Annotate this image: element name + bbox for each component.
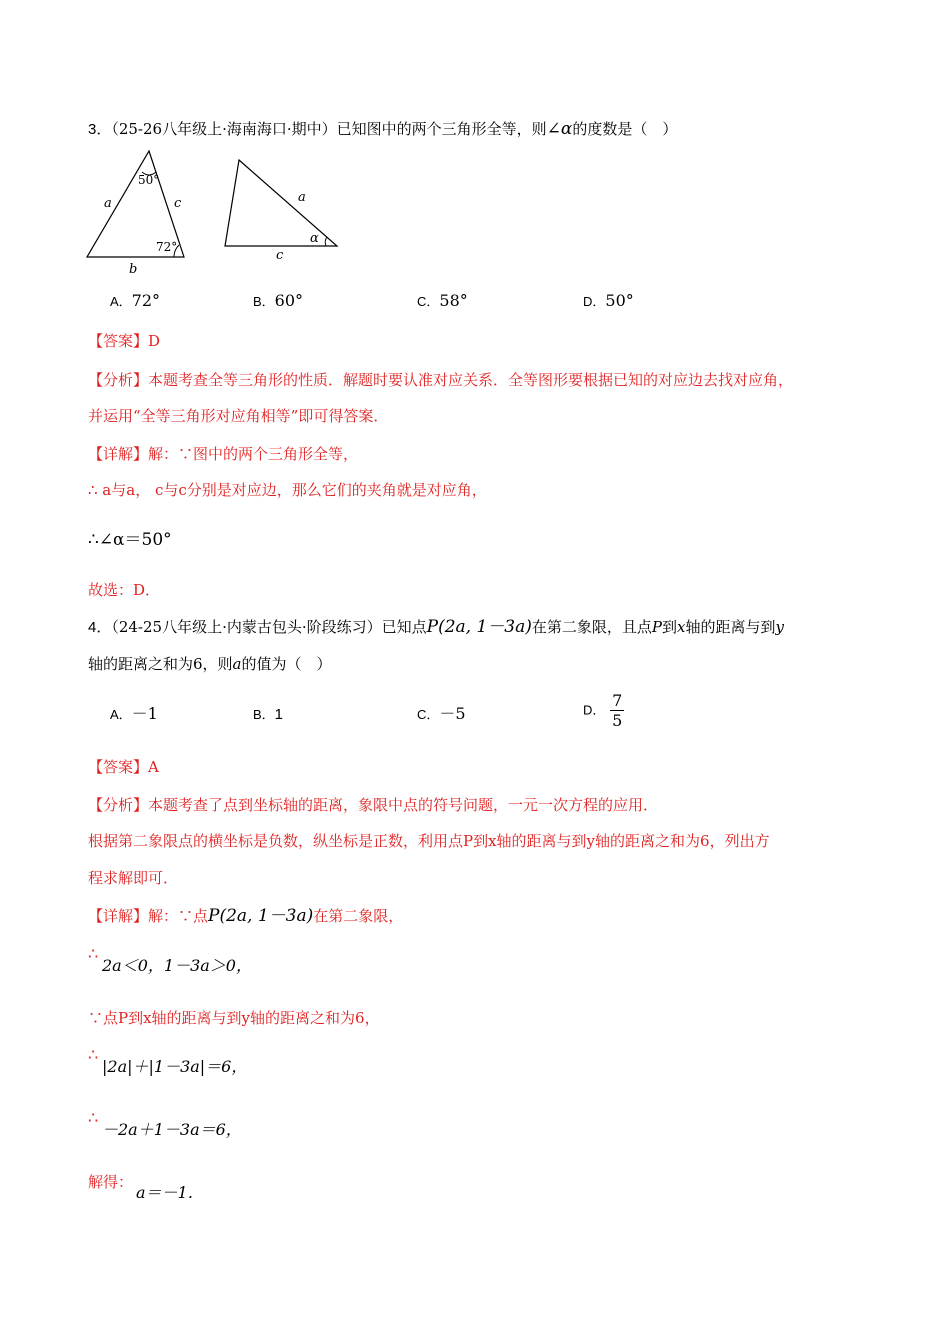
q3-figure-right-triangle (220, 155, 345, 265)
q3-figure-left-triangle (82, 146, 192, 276)
q4-option-c: C．－5 (417, 704, 466, 723)
q3-detail-line-1: 【详解】解：∵图中的两个三角形全等， (88, 445, 359, 463)
q3-detail-line-2: ∴ a与a， c与c分别是对应边，那么它们的夹角就是对应角， (88, 481, 487, 499)
q4-step-1: 2a＜0，1－3a＞0， (102, 956, 252, 975)
q4-step-3: |2a|＋|1－3a|＝6， (102, 1057, 248, 1076)
q4-solve-label: 解得： (88, 1173, 134, 1191)
q3-conclusion: 故选：D． (88, 581, 161, 599)
q4-point: P(2a, 1－3a) (426, 617, 532, 637)
q3-analysis-line-1: 【分析】本题考查全等三角形的性质．解题时要认准对应关系．全等图形要根据已知的对应边去找对应角， (88, 371, 794, 389)
q4-source: （24-25八年级上·内蒙古包头·阶段练习） (111, 618, 382, 636)
q4-stem-a: 已知点 (381, 618, 427, 636)
q4-option-d: D． $\frac{7}{5}$ (583, 691, 623, 730)
q4-therefore-1: ∴ (88, 944, 99, 963)
q4-option-b: B．1 (253, 706, 284, 723)
q3-stem-b: 的度数是（ ） (572, 120, 678, 138)
q4-option-a: A．－1 (110, 704, 158, 723)
q4-step-4: －2a＋1－3a＝6， (102, 1120, 242, 1139)
q3-stem (88, 119, 677, 140)
q3-left-label-b: b (129, 262, 138, 276)
q3-left-angle-right: 72° (156, 240, 178, 254)
q4-stem-line-2: 轴的距离之和为6，则a的值为（ ） (88, 655, 332, 673)
q4-analysis-line-1: 【分析】本题考查了点到坐标轴的距离，象限中点的符号问题，一元一次方程的应用． (88, 796, 659, 814)
q3-source: （25-26八年级上·海南海口·期中） (111, 120, 337, 138)
q3-right-label-a: a (298, 190, 306, 205)
q3-left-label-c: c (174, 196, 182, 211)
q4-therefore-3: ∴ (88, 1108, 99, 1127)
q3-option-a: A．72° (110, 291, 161, 310)
q4-step-2: ∵点P到x轴的距离与到y轴的距离之和为6， (88, 1009, 380, 1027)
q3-right-angle-alpha: α (310, 231, 319, 246)
q3-option-c: C．58° (417, 291, 468, 310)
q4-analysis-line-3: 程求解即可． (88, 869, 179, 887)
q3-number: 3． (88, 121, 112, 138)
q3-detail-line-3: ∴∠α＝50° (88, 530, 172, 550)
q3-angle-symbol: ∠α (546, 119, 573, 139)
q4-solve-value: a＝－1． (136, 1183, 204, 1202)
q4-therefore-2: ∴ (88, 1045, 99, 1064)
q3-left-angle-top: 50° (138, 173, 160, 187)
q4-detail-line-1: 【详解】解：∵点P(2a, 1－3a)在第二象限， (88, 906, 404, 926)
q3-right-label-c: c (276, 248, 284, 263)
q4-number: 4． (88, 619, 112, 636)
q4-option-d-fraction: $\frac{7}{5}$ (612, 691, 623, 730)
q3-answer: 【答案】D (88, 332, 161, 350)
q3-option-d: D．50° (583, 291, 634, 310)
q4-answer: 【答案】A (88, 758, 159, 776)
q3-stem-a: 已知图中的两个三角形全等，则 (336, 120, 547, 138)
q3-analysis-line-2: 并运用“全等三角形对应角相等”即可得答案． (88, 407, 389, 425)
q4-stem-b: 在第二象限，且点 (531, 618, 652, 636)
q3-option-b: B．60° (253, 291, 304, 310)
q3-left-label-a: a (104, 196, 112, 211)
q4-analysis-line-2: 根据第二象限点的横坐标是负数，纵坐标是正数，利用点P到x轴的距离与到y轴的距离之和为6，列出方 (88, 832, 770, 850)
q4-stem-line-1: 4．（24-25八年级上·内蒙古包头·阶段练习）已知点P(2a, 1－3a)在第二象限，且点P到x轴的距离与到y (88, 617, 784, 637)
